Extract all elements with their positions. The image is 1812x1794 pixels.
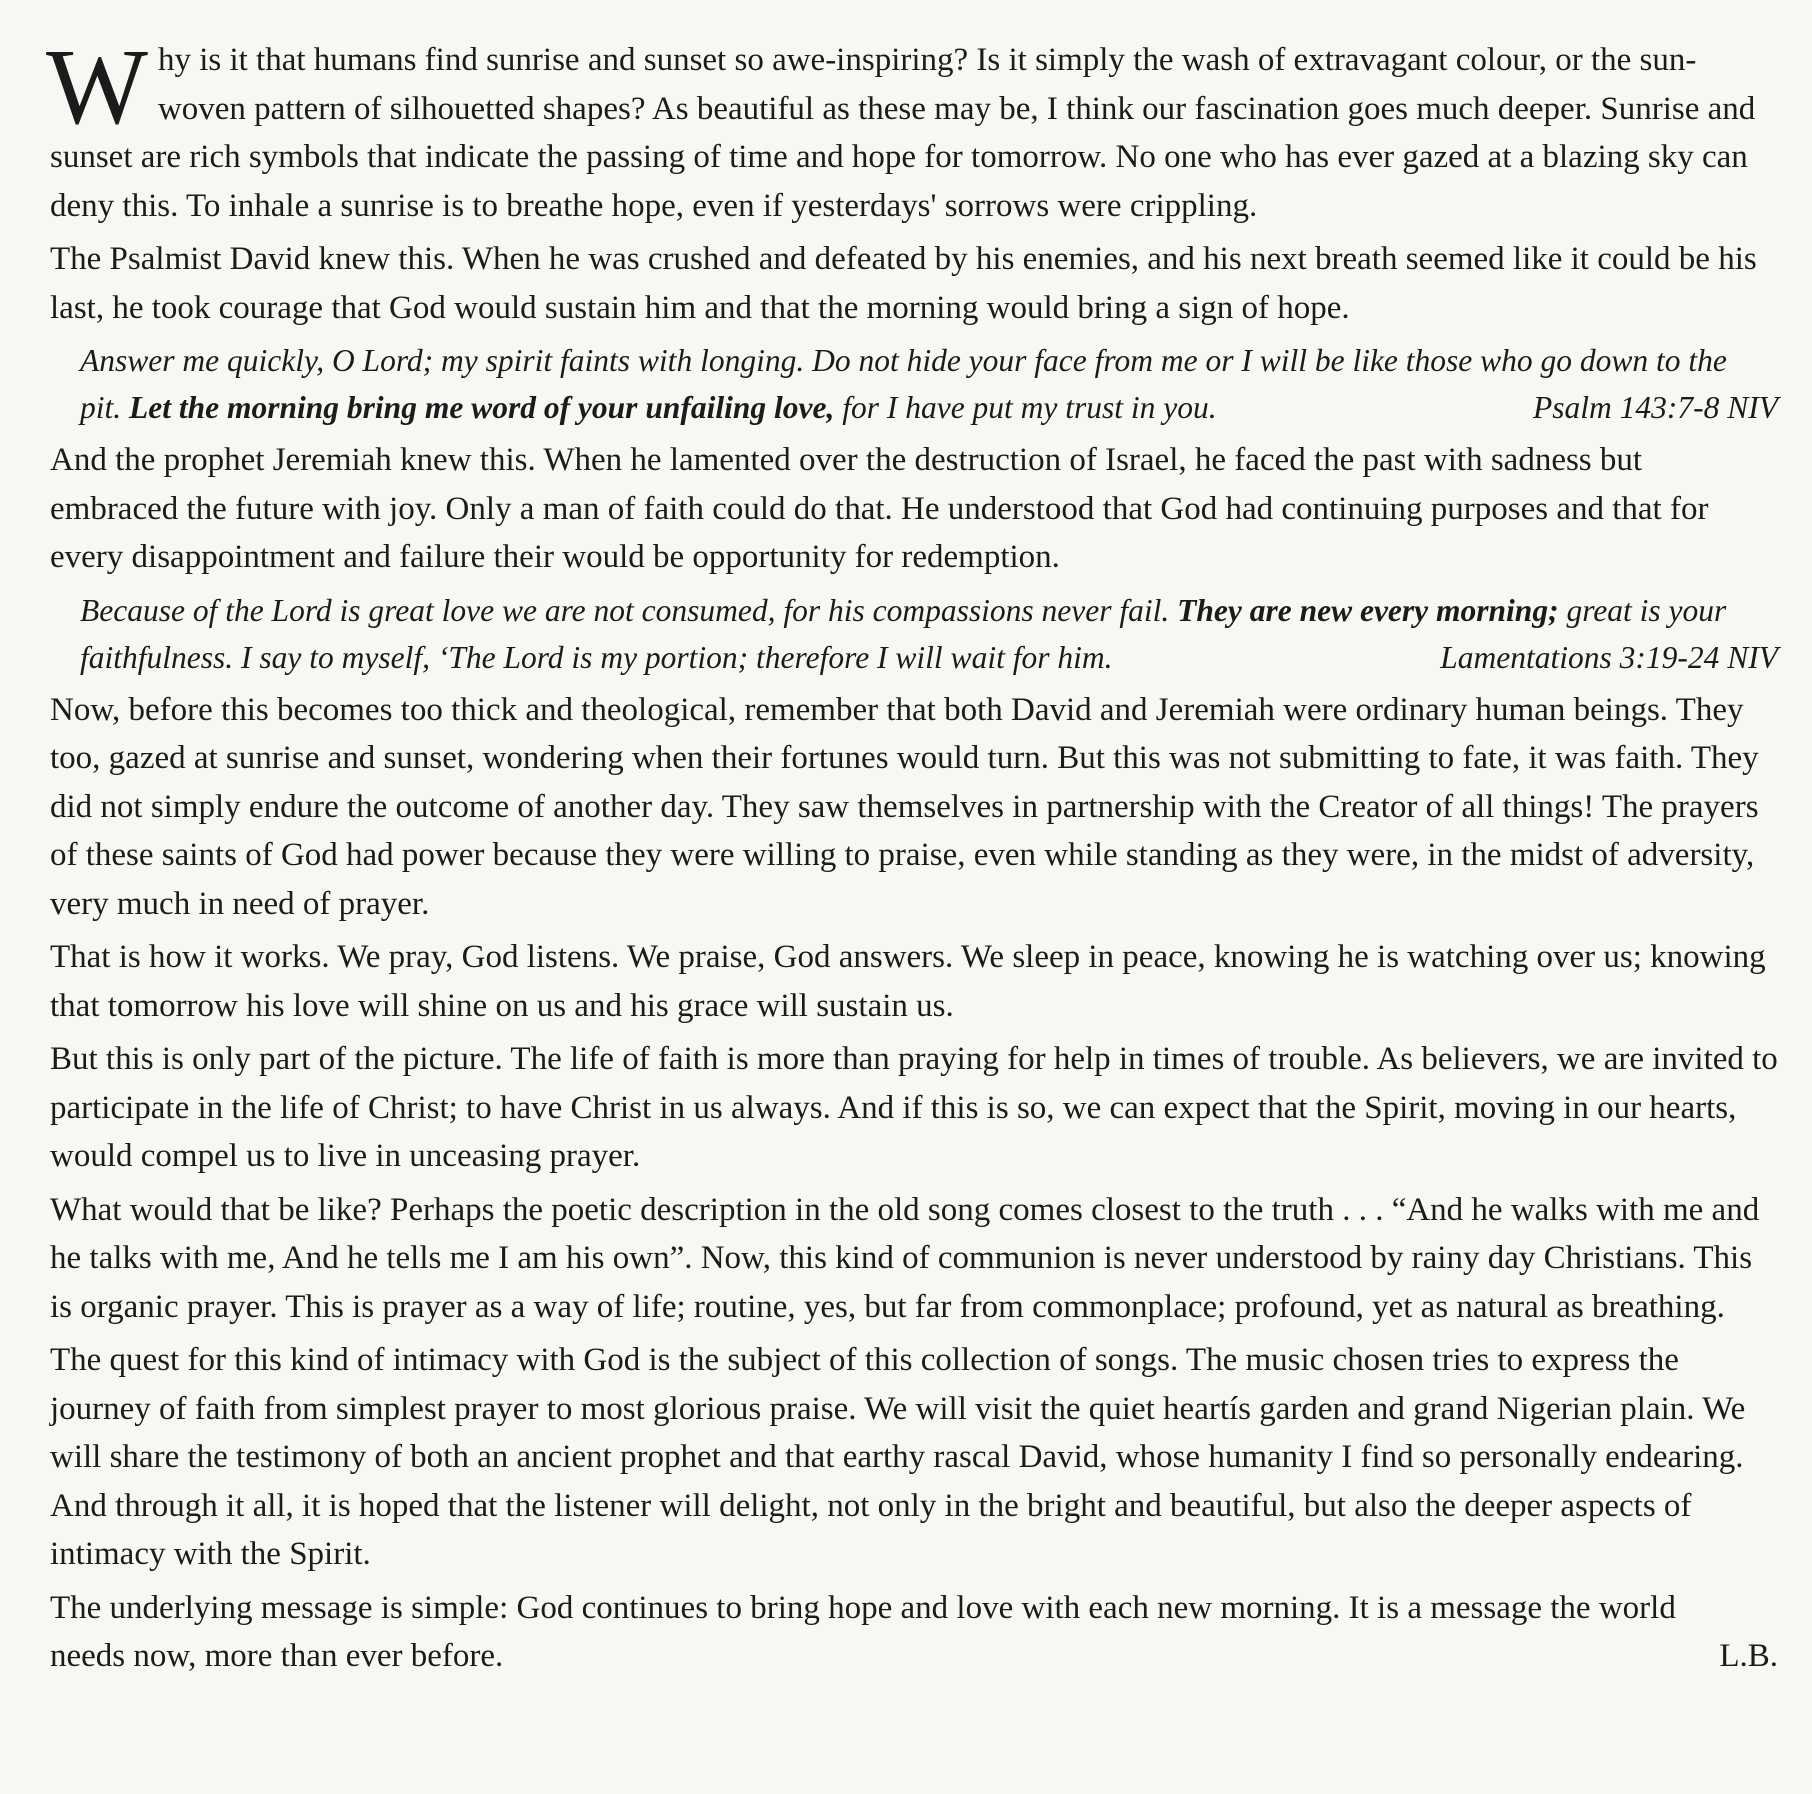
ordinary-humans-paragraph: Now, before this becomes too thick and theological, remember that both David and Jeremiah were ordinary human beings. They too, gazed at sunrise and sunset, wondering when their fortunes would turn. But this was not submitting to fate, it was faith. They did not simply endure the outcome of another day. They saw themselves in partnership with the Creator of all things! The prayers of these saints of God had power because they were willing to praise, even while standing as they were, in the midst of adversity, very much in need of prayer. [50, 691, 1759, 922]
closing-line-1: The underlying message is simple: God continues to bring hope and love with each new morning. It is a message the world [50, 1589, 1676, 1626]
intro-text: hy is it that humans find sunrise and sunset so awe-inspiring? Is it simply the wash of extravagant colour, or the sun-woven pattern of silhouetted shapes? As beautiful as these may be, I think our fascination goes much deeper. Sunrise and sunset are rich symbols that indicate the passing of time and hope for tomorrow. No one who has ever gazed at a blazing sky can deny this. To inhale a sunrise is to breathe hope, even if yesterdays' sorrows were crippling. [50, 42, 1756, 224]
jeremiah-paragraph: And the prophet Jeremiah knew this. When he lamented over the destruction of Israel, he faced the past with sadness but embraced the future with joy. Only a man of faith could do that. He understood that God had continuing purposes and that for every disappointment and failure their would be opportunity for redemption. [50, 442, 1709, 575]
lamentations-quote-pre: Because of the Lord is great love we are not consumed, for his compassions never fail. [80, 592, 1178, 628]
psalm-quote-emphasis: Let the morning bring me word of your unfailing love, [129, 390, 835, 425]
psalm-quote-line-1: Answer me quickly, O Lord; my spirit faints with longing. Do not hide your face from me or I will be like those who go down to the [80, 343, 1727, 378]
intro-paragraph [46, 28, 1778, 230]
author-signature: L.B. [1719, 1638, 1778, 1674]
psalm-quote-post: for I have put my trust in you. [834, 390, 1217, 425]
lamentations-quote-post: great is your [1558, 592, 1727, 628]
psalm-reference: Psalm 143:7-8 NIV [1533, 390, 1778, 425]
psalm-quote [80, 337, 1778, 431]
how-it-works-paragraph: That is how it works. We pray, God listens. We praise, God answers. We sleep in peace, knowing he is watching over us; knowing that tomorrow his love will shine on us and his grace will sustain us. [50, 939, 1766, 1024]
david-paragraph: The Psalmist David knew this. When he was crushed and defeated by his enemies, and his next breath seemed like it could be his last, he took courage that God would sustain him and that the morning would bring a sign of hope. [50, 241, 1757, 326]
closing-paragraph [50, 1584, 1778, 1681]
psalm-quote-line-2 [80, 384, 1778, 431]
lamentations-quote-line-2-text: faithfulness. I say to myself, ‘The Lord is my portion; therefore I will wait for him. [80, 639, 1113, 675]
lamentations-quote-line-1 [80, 587, 1778, 634]
lamentations-reference: Lamentations 3:19-24 NIV [1440, 639, 1778, 675]
lamentations-quote-emphasis: They are new every morning; [1177, 592, 1559, 628]
lamentations-quote [80, 587, 1778, 681]
closing-line-2: needs now, more than ever before. [50, 1638, 504, 1674]
psalm-quote-pre: pit. [80, 390, 130, 425]
lamentations-quote-line-2 [80, 634, 1778, 681]
life-of-faith-paragraph: But this is only part of the picture. The life of faith is more than praying for help in times of trouble. As believers, we are invited to participate in the life of Christ; to have Christ in us always. And if this is so, we can expect that the Spirit, moving in our hearts, would compel us to live in unceasing prayer. [50, 1041, 1778, 1174]
collection-paragraph: The quest for this kind of intimacy with God is the subject of this collection of songs. The music chosen tries to express the journey of faith from simplest prayer to most glorious praise. We will visit the quiet heartís garden and grand Nigerian plain. We will share the testimony of both an ancient prophet and that earthy rascal David, whose humanity I find so personally endearing. And through it all, it is hoped that the listener will delight, not only in the bright and beautiful, but also the deeper aspects of intimacy with the Spirit. [50, 1342, 1746, 1572]
organic-prayer-paragraph: What would that be like? Perhaps the poetic description in the old song comes closest to the truth . . . “And he walks with me and he talks with me, And he tells me I am his own”. Now, this kind of communion is never understood by rainy day Christians. This is organic prayer. This is prayer as a way of life; routine, yes, but far from commonplace; profound, yet as natural as breathing. [50, 1191, 1760, 1325]
drop-cap: W [46, 28, 148, 147]
